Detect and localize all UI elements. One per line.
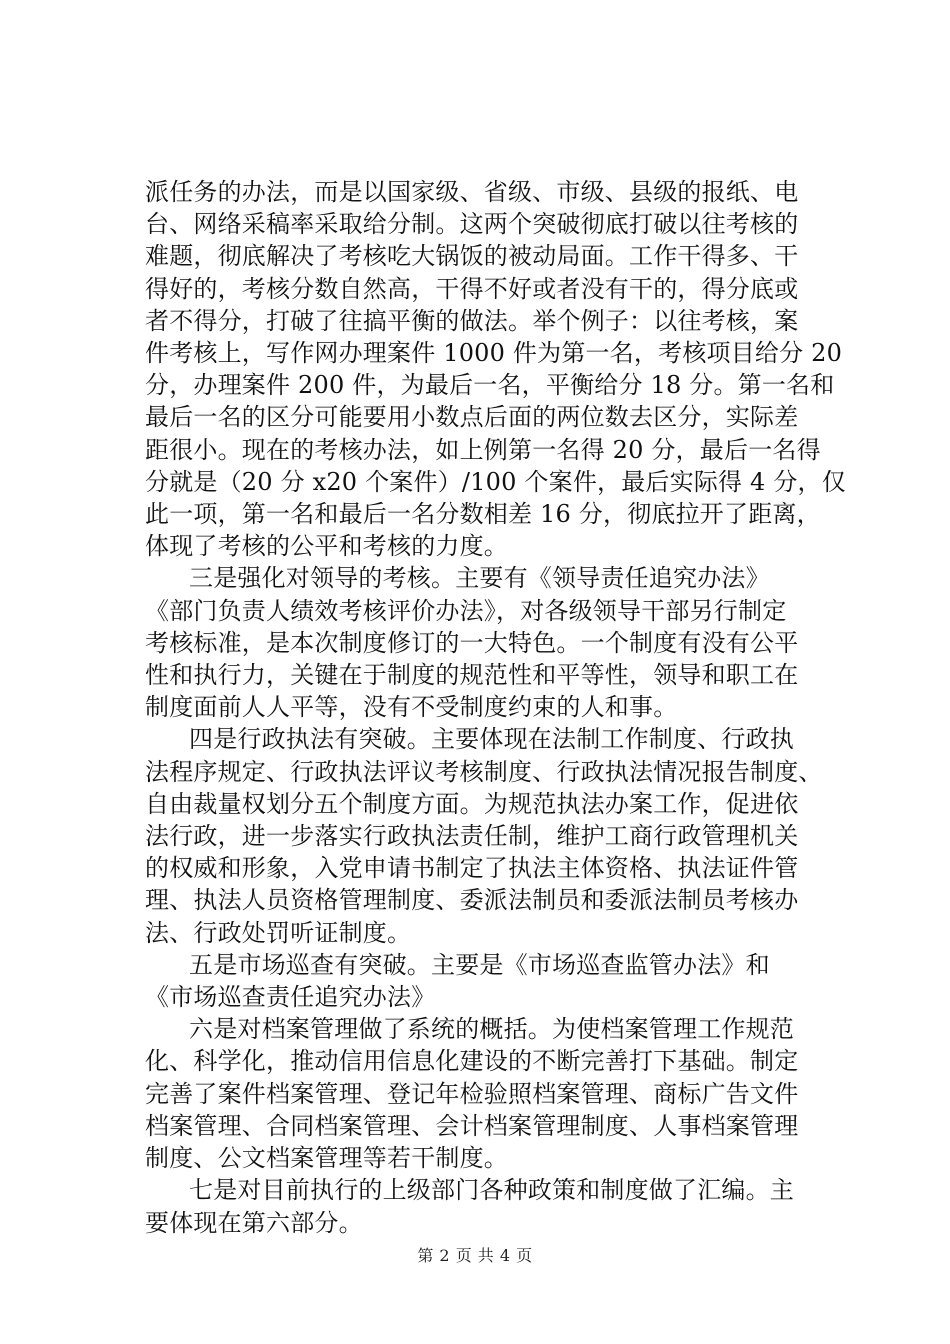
text-line: 档案管理、合同档案管理、会计档案管理制度、人事档案管理 [145,1111,799,1140]
text-line: 法行政，进一步落实行政执法责任制，维护工商行政管理机关 [145,822,799,851]
text-line: 体现了考核的公平和考核的力度。 [145,532,508,561]
text-line: 得好的，考核分数自然高，干得不好或者没有干的，得分底或 [145,274,799,303]
text-line: 五是市场巡查有突破。主要是《市场巡查监管办法》和 [189,950,770,979]
text-line: 考核标准，是本次制度修订的一大特色。一个制度有没有公平 [145,628,799,657]
text-line: 难题，彻底解决了考核吃大锅饭的被动局面。工作干得多、干 [145,242,799,271]
text-line: 四是行政执法有突破。主要体现在法制工作制度、行政执 [189,725,794,754]
paragraph [145,723,835,948]
text-line: 要体现在第六部分。 [145,1208,363,1237]
paragraph [145,1174,835,1238]
text-line: 化、科学化，推动信用信息化建设的不断完善打下基础。制定 [145,1047,799,1076]
text-line: 制度、公文档案管理等若干制度。 [145,1144,508,1173]
text-line: 理、执法人员资格管理制度、委派法制员和委派法制员考核办 [145,886,799,915]
text-line: 性和执行力，关键在于制度的规范性和平等性，领导和职工在 [145,661,799,690]
text-line: 派任务的办法，而是以国家级、省级、市级、县级的报纸、电 [145,178,799,206]
text-line: 《市场巡查责任追究办法》 [145,983,436,1012]
text-line: 三是强化对领导的考核。主要有《领导责任追究办法》 [189,564,770,593]
paragraph [145,949,835,1013]
text-line: 台、网络采稿率采取给分制。这两个突破彻底打破以往考核的 [145,210,799,239]
text-line: 《部门负责人绩效考核评价办法》，对各级领导干部另行制定 [145,596,787,625]
text-line: 自由裁量权划分五个制度方面。为规范执法办案工作，促进依 [145,789,799,818]
text-line: 七是对目前执行的上级部门各种政策和制度做了汇编。主 [189,1176,794,1205]
text-line: 件考核上，写作网办理案件 1000 件为第一名，考核项目给分 20 [145,339,843,368]
text-line: 分就是（20 分 x20 个案件）/100 个案件，最后实际得 4 分，仅 [145,467,846,496]
text-line: 完善了案件档案管理、登记年检验照档案管理、商标广告文件 [145,1079,799,1108]
text-line: 制度面前人人平等，没有不受制度约束的人和事。 [145,693,678,722]
text-line: 六是对档案管理做了系统的概括。为使档案管理工作规范 [189,1015,794,1044]
paragraph [145,562,835,723]
text-line: 距很小。现在的考核办法，如上例第一名得 20 分，最后一名得 [145,435,821,464]
paragraph [145,1013,835,1174]
text-line: 分，办理案件 200 件，为最后一名，平衡给分 18 分。第一名和 [145,371,835,400]
document-body [145,176,846,1239]
text-line: 法、行政处罚听证制度。 [145,918,412,947]
paragraph [145,176,846,562]
text-line: 此一项，第一名和最后一名分数相差 16 分，彻底拉开了距离， [145,500,821,529]
text-line: 者不得分，打破了往搞平衡的做法。举个例子：以往考核，案 [145,306,799,335]
page-footer: 第 2 页 共 4 页 [417,1246,533,1265]
text-line: 的权威和形象，入党申请书制定了执法主体资格、执法证件管 [145,854,799,883]
text-line: 法程序规定、行政执法评议考核制度、行政执法情况报告制度、 [145,757,823,786]
text-line: 最后一名的区分可能要用小数点后面的两位数去区分，实际差 [145,403,799,432]
